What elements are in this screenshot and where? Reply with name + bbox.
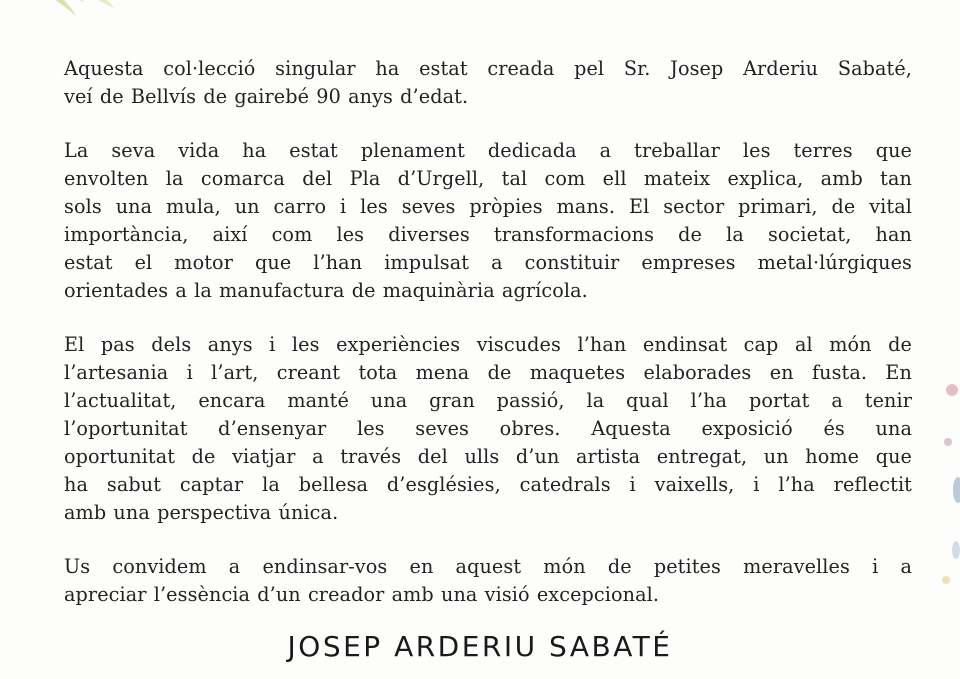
document-body xyxy=(64,55,912,635)
text-line: ha sabut captar la bellesa d’esglésies, catedrals i vaixells, i l’ha reflectit xyxy=(64,473,912,496)
text-line: veí de Bellvís de gairebé 90 anys d’edat. xyxy=(64,85,469,108)
text-line: orientades a la manufactura de maquinària agrícola. xyxy=(64,279,588,302)
text-line: El pas dels anys i les experiències viscudes l’han endinsat cap al món de xyxy=(64,333,912,356)
text-line: oportunitat de viatjar a través del ulls d’un artista entregat, un home que xyxy=(64,445,912,468)
text-line: Us convidem a endinsar-vos en aquest món de petites meravelles i a xyxy=(64,555,912,578)
paragraph-2 xyxy=(64,137,912,305)
paragraph-1 xyxy=(64,55,912,111)
leaf-decoration-icon xyxy=(28,0,118,20)
text-line: importància, així com les diverses transformacions de la societat, han xyxy=(64,223,912,246)
text-line: l’actualitat, encara manté una gran passió, la qual l’ha portat a tenir xyxy=(64,389,912,412)
signature-name: JOSEP ARDERIU SABATÉ xyxy=(287,630,673,663)
text-line: estat el motor que l’han impulsat a constituir empreses metal·lúrgiques xyxy=(64,251,912,274)
paragraph-3 xyxy=(64,331,912,527)
text-line: Aquesta col·lecció singular ha estat creada pel Sr. Josep Arderiu Sabaté, xyxy=(64,57,912,80)
text-line: l’oportunitat d’ensenyar les seves obres. Aquesta exposició és una xyxy=(64,417,912,440)
text-line: La seva vida ha estat plenament dedicada a treballar les terres que xyxy=(64,139,912,162)
text-line: envolten la comarca del Pla d’Urgell, tal com ell mateix explica, amb tan xyxy=(64,167,912,190)
text-line: sols una mula, un carro i les seves pròpies mans. El sector primari, de vital xyxy=(64,195,912,218)
text-line: apreciar l’essència d’un creador amb una visió excepcional. xyxy=(64,583,660,606)
text-line: l’artesania i l’art, creant tota mena de maquetes elaborades en fusta. En xyxy=(64,361,912,384)
text-line: amb una perspectiva única. xyxy=(64,501,339,524)
edge-dots-decoration-icon xyxy=(930,370,960,630)
paragraph-4 xyxy=(64,553,912,609)
